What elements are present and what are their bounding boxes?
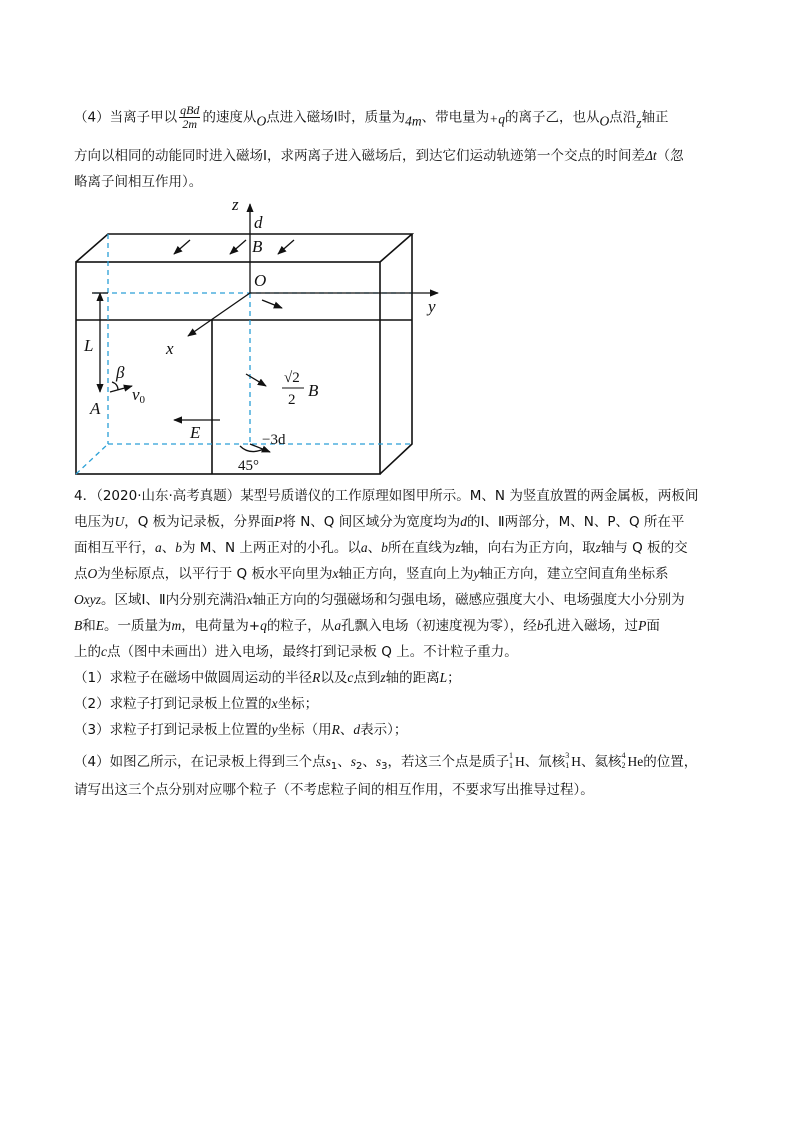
problem4-line2: [74, 512, 734, 532]
math-4m: 4m: [405, 113, 422, 129]
mass-number: 3: [565, 751, 570, 760]
text: 、氦核: [581, 754, 622, 770]
math-b: b: [381, 540, 388, 555]
text: 面: [646, 618, 660, 634]
math-d: d: [353, 722, 361, 737]
text: 、氚核: [524, 754, 566, 770]
part4-line3: [74, 172, 734, 192]
label-x: x: [166, 339, 174, 358]
frac-num: qBd: [180, 103, 200, 117]
text: 孔飘入电场（初速度视为零），经: [341, 618, 537, 634]
math-s: s: [350, 754, 356, 769]
label-denominator-2: 2: [288, 392, 296, 408]
text: （2）求粒子打到记录板上位置的: [74, 696, 272, 712]
text: 点（图中未画出）进入电场，最终打到记录板 Q 上。不计粒子重力。: [107, 644, 518, 660]
math-x: x: [271, 696, 278, 711]
mass-spectrometer-figure: [70, 196, 450, 478]
math-a: a: [155, 540, 162, 555]
text: 以及: [320, 670, 348, 686]
text: 轴的距离: [385, 670, 440, 686]
label-A: A: [90, 399, 101, 418]
math-s: s: [375, 754, 382, 769]
text: 点到: [353, 670, 381, 686]
text: 所在直线为: [387, 540, 456, 556]
problem4-line1: [74, 486, 734, 506]
math-P: P: [638, 618, 647, 633]
label-E: E: [190, 423, 201, 442]
text: ，Q 板为记录板，分界面: [124, 514, 275, 530]
text: 坐标（用: [277, 722, 332, 738]
label-sqrt2: √2: [284, 370, 300, 386]
element: H: [515, 754, 525, 769]
text: 点: [74, 566, 88, 582]
element: H: [571, 754, 582, 769]
text: 的粒子，从: [266, 618, 335, 634]
problem4-line5: [74, 590, 734, 610]
text: 请写出这三个点分别对应哪个粒子（不考虑粒子间的相互作用，不要求写出推导过程）。: [74, 782, 594, 798]
b-field-arrow: [230, 240, 246, 254]
math-O: O: [87, 566, 98, 581]
text: （1）求粒子在磁场中做圆周运动的半径: [74, 670, 313, 686]
text: 点进入磁场Ⅰ时，质量为: [266, 109, 406, 126]
math-b: b: [536, 618, 544, 633]
text: 、: [367, 540, 382, 556]
text: 为坐标原点，以平行于 Q 板水平向里为: [97, 566, 333, 582]
hidden-edge-diag: [76, 444, 108, 474]
mass-number: 4: [621, 751, 626, 760]
math-z: z: [380, 670, 386, 685]
text: 轴，向右为正方向，取: [460, 540, 596, 556]
problem4-line7: [74, 642, 734, 662]
math-L: L: [439, 670, 448, 685]
b-field-arrow: [174, 240, 190, 254]
subscript: 2: [356, 761, 363, 772]
text: 和: [82, 618, 96, 634]
math-x: x: [246, 592, 253, 607]
text: 方向以相同的动能同时进入磁场Ⅰ，求两离子进入磁场后，到达它们运动轨迹第一个交点的时间差: [74, 148, 645, 164]
question-3: [74, 720, 734, 740]
math-Oxyz: Oxyz: [74, 592, 101, 607]
isotope-He4: [622, 752, 644, 772]
text: 轴正方向，建立空间直角坐标系: [479, 566, 669, 582]
text: 的位置，: [643, 754, 698, 770]
problem4-line6: [74, 616, 734, 636]
problem4-line4: [74, 564, 734, 584]
math-O: O: [256, 113, 267, 129]
text: 的速度从: [202, 109, 257, 126]
label-y: y: [428, 297, 436, 316]
math-delta-t: Δt: [644, 148, 657, 163]
beta-angle-arc: [112, 382, 118, 390]
text: 、: [362, 754, 376, 770]
text: 将 N、Q 间区域分为宽度均为: [282, 514, 461, 530]
math-c: c: [101, 644, 107, 659]
question-4-line2: [74, 780, 734, 800]
math-O: O: [599, 113, 610, 129]
text: 孔进入磁场，过: [543, 618, 639, 634]
math-z: z: [595, 540, 601, 555]
part4-line1: [74, 104, 734, 134]
math-d: d: [460, 514, 467, 529]
text: 的离子乙，也从: [505, 109, 600, 126]
element: He: [627, 754, 644, 769]
math-plus-q: +q: [489, 111, 506, 127]
text: 、: [339, 722, 354, 738]
label-neg3d: −3d: [262, 432, 286, 448]
math-E: E: [95, 618, 104, 633]
isotope-H3: [565, 752, 581, 772]
text: 轴正方向的匀强磁场和匀强电场，磁感应强度大小、电场强度大小分别为: [252, 592, 685, 608]
mass-number: 1: [509, 751, 514, 760]
label-O: O: [254, 271, 267, 290]
math-s: s: [325, 754, 331, 769]
text: 为 M、N 上两正对的小孔。以: [182, 540, 361, 556]
text: （3）求粒子打到记录板上位置的: [74, 722, 272, 738]
text: 的Ⅰ、Ⅱ两部分，M、N、P、Q 所在平: [466, 514, 685, 530]
v0-arrow: [110, 386, 132, 392]
math-b: b: [175, 540, 182, 555]
text: 、带电量为: [421, 109, 490, 126]
math-z: z: [455, 540, 461, 555]
text: 、: [337, 754, 351, 770]
math-a: a: [360, 540, 368, 555]
question-1: [74, 668, 734, 688]
math-m: m: [171, 618, 182, 633]
part4-line2: [74, 146, 734, 166]
subscript: 3: [381, 761, 388, 772]
label-v0: v0: [132, 385, 146, 406]
text: 表示）；: [360, 722, 408, 738]
math-c: c: [347, 670, 354, 685]
math-x: x: [332, 566, 339, 581]
text: （4）当离子甲以: [74, 109, 178, 126]
text: 轴正方向，竖直向上为: [338, 566, 474, 582]
subscript: 1: [330, 761, 338, 772]
b-field-arrow: [278, 240, 294, 254]
question-4: [74, 752, 734, 777]
problem4-line3: [74, 538, 734, 558]
text: 上的: [74, 644, 101, 660]
text: 坐标；: [277, 696, 319, 712]
text: 面相互平行，: [74, 540, 155, 556]
math-y: y: [271, 722, 278, 737]
math-y: y: [473, 566, 480, 581]
text: 轴正: [641, 109, 669, 126]
label-z: z: [232, 196, 239, 214]
math-R: R: [312, 670, 321, 685]
x-axis: [188, 293, 250, 336]
text: ，电荷量为+: [181, 618, 261, 634]
text: 、: [161, 540, 176, 556]
atomic-number: 1: [565, 761, 570, 770]
atomic-number: 2: [621, 761, 626, 770]
text: 点沿: [609, 109, 637, 126]
math-R: R: [331, 722, 340, 737]
label-L: L: [84, 336, 94, 355]
math-P: P: [274, 514, 283, 529]
atomic-number: 1: [509, 761, 514, 770]
math-q: q: [260, 618, 267, 633]
text: ，若这三个点是质子: [387, 754, 510, 770]
text: 略离子间相互作用）。: [74, 174, 203, 190]
text: 。一质量为: [104, 618, 172, 634]
math-a: a: [334, 618, 342, 633]
box-top-face: [76, 234, 412, 262]
text: （4）如图乙所示，在记录板上得到三个点: [74, 754, 326, 770]
label-beta: β: [116, 363, 125, 382]
text: 轴与 Q 板的交: [600, 540, 688, 556]
text: （忽: [656, 148, 684, 164]
text: 4．（2020·山东·高考真题）某型号质谱仪的工作原理如图甲所示。M、N 为竖直放置的两金属板，两板间: [74, 488, 699, 504]
label-B2: B: [308, 381, 319, 400]
velocity-arrow: [262, 300, 282, 308]
box-right-face: [380, 234, 412, 474]
text: ；: [447, 670, 461, 686]
text: 。区域Ⅰ、Ⅱ内分别充满沿: [101, 592, 247, 608]
label-B: B: [252, 237, 263, 256]
label-45deg: 45°: [238, 458, 259, 474]
math-B: B: [74, 618, 83, 633]
math-z: z: [636, 115, 642, 131]
frac-den: 2m: [182, 117, 198, 131]
b2-field-arrow: [246, 374, 266, 386]
label-d: d: [254, 213, 263, 232]
question-2: [74, 694, 734, 714]
fraction-qbd-2m: [179, 104, 200, 131]
math-U: U: [114, 514, 125, 529]
text: 电压为: [74, 514, 115, 530]
isotope-H1: [509, 752, 525, 772]
